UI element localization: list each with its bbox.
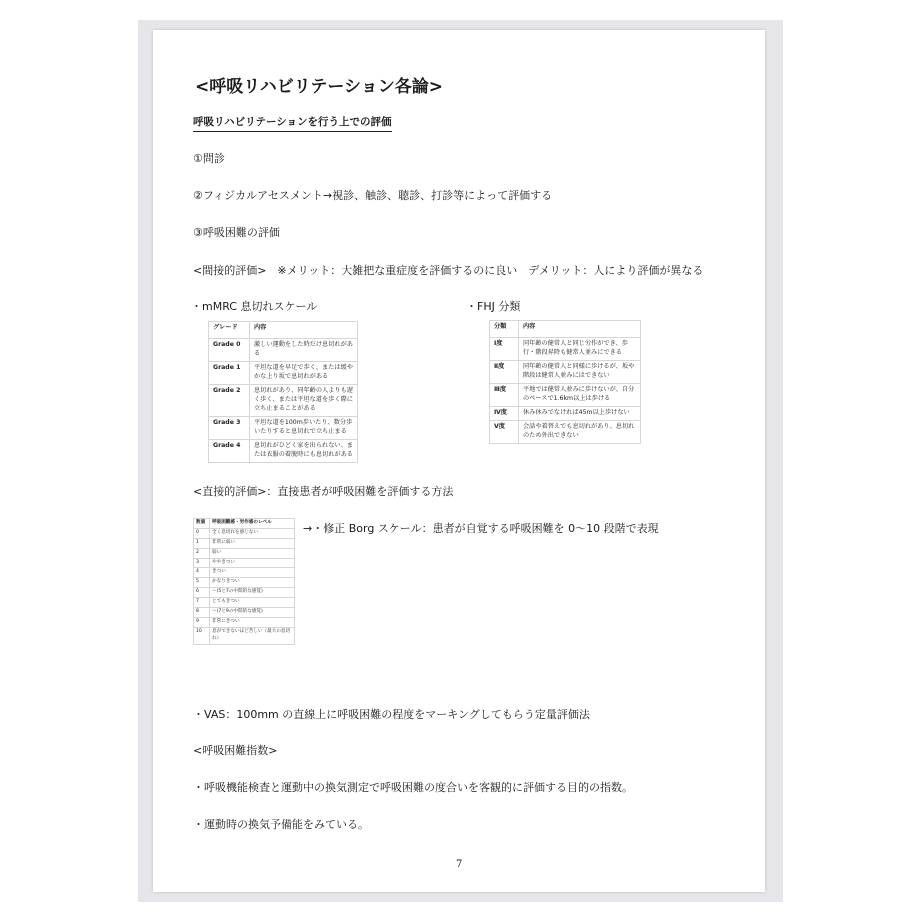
desc-cell: ややきつい <box>210 558 295 568</box>
grade-cell: Ⅴ度 <box>490 420 519 443</box>
desc-cell: 平坦な道を早足で歩く、または緩やかな上り坂で息切れがある <box>250 361 358 384</box>
desc-cell: 同年齢の健常人と同じ労作ができ、歩行・階段昇降も健常人並みにできる <box>519 338 641 361</box>
dyspnea-index-paragraph: ・呼吸機能検査と運動中の換気測定で呼吸困難の度合いを客観的に評価する目的の指数。 <box>193 781 633 794</box>
vas-description: ・VAS：100mm の直線上に呼吸困難の程度をマーキングしてもらう定量評価法 <box>193 708 590 721</box>
table-row <box>490 406 641 420</box>
desc-cell: 会話や着替えでも息切れがあり、息切れのため外出できない <box>519 420 641 443</box>
desc-cell: 平坦な道を100m歩いたり、数分歩いたりすると息切れで立ち止まる <box>250 416 358 439</box>
num-cell: 4 <box>194 568 210 578</box>
desc-cell: 非常に弱い <box>210 538 295 548</box>
table-row <box>194 578 295 588</box>
grade-cell: Grade 1 <box>209 361 250 384</box>
table-row <box>194 568 295 578</box>
section-heading: 呼吸リハビリテーションを行う上での評価 <box>193 114 392 132</box>
borg-scale-description: →・修正 Borg スケール：患者が自覚する呼吸困難を 0〜10 段階で表現 <box>303 522 659 535</box>
table-header: 数値 <box>194 519 210 529</box>
grade-cell: Grade 4 <box>209 439 250 462</box>
table-row <box>194 528 295 538</box>
table-row <box>194 598 295 608</box>
desc-cell: かなりきつい <box>210 578 295 588</box>
num-cell: 3 <box>194 558 210 568</box>
grade-cell: Grade 2 <box>209 384 250 416</box>
grade-cell: Grade 3 <box>209 416 250 439</box>
desc-cell: きつい <box>210 568 295 578</box>
num-cell: 0 <box>194 528 210 538</box>
direct-evaluation: <直接的評価>：直接患者が呼吸困難を評価する方法 <box>193 485 454 498</box>
num-cell: 8 <box>194 608 210 618</box>
borg-table <box>193 518 295 645</box>
desc-cell: 非常にきつい <box>210 617 295 627</box>
grade-cell: Grade 0 <box>209 339 250 362</box>
table-row <box>209 339 358 362</box>
table-header: グレード <box>209 322 250 339</box>
page-title: <呼吸リハビリテーション各論> <box>195 77 443 97</box>
desc-cell: 平地では健常人並みに歩けないが、自分のペースで1.6km以上は歩ける <box>519 383 641 406</box>
num-cell: 6 <box>194 588 210 598</box>
table-row <box>490 420 641 443</box>
grade-cell: Ⅰ度 <box>490 338 519 361</box>
desc-cell: 息ができないほど苦しい（最大の息切れ） <box>210 627 295 644</box>
table-row <box>490 360 641 383</box>
table-header-row <box>194 519 295 529</box>
table-row <box>194 617 295 627</box>
desc-cell: 弱い <box>210 548 295 558</box>
page-number: 7 <box>456 859 463 870</box>
table-header-row <box>209 322 358 339</box>
table-row <box>194 558 295 568</box>
table-header: 分類 <box>490 321 519 338</box>
fhj-table <box>489 320 641 444</box>
mmrc-label: ・mMRC 息切れスケール <box>191 300 318 313</box>
fhj-label: ・FHJ 分類 <box>466 300 521 313</box>
document-page <box>153 30 765 892</box>
num-cell: 9 <box>194 617 210 627</box>
table-row <box>194 627 295 644</box>
grade-cell: Ⅱ度 <box>490 360 519 383</box>
grade-cell: Ⅳ度 <box>490 406 519 420</box>
indirect-evaluation: <間接的評価> ※メリット：大雑把な重症度を評価するのに良い デメリット：人により評価が異なる <box>193 264 704 277</box>
table-header: 内容 <box>250 322 358 339</box>
desc-cell: 息切れがひどく家を出られない、または衣服の着脱時にも息切れがある <box>250 439 358 462</box>
desc-cell: 息切れがあり、同年齢の人よりも遅く歩く、または平坦な道を歩く際に立ち止まることがある <box>250 384 358 416</box>
mmrc-table <box>208 321 358 463</box>
table-header: 呼吸困難感・労作感のレベル <box>210 519 295 529</box>
table-row <box>194 608 295 618</box>
table-row <box>490 383 641 406</box>
table-row <box>490 338 641 361</box>
grade-cell: Ⅲ度 <box>490 383 519 406</box>
num-cell: 1 <box>194 538 210 548</box>
desc-cell: 全く息切れを感じない <box>210 528 295 538</box>
desc-cell: とてもきつい <box>210 598 295 608</box>
desc-cell: 同年齢の健常人と同様に歩けるが、坂や階段は健常人並みにはできない <box>519 360 641 383</box>
num-cell: 10 <box>194 627 210 644</box>
table-row <box>194 548 295 558</box>
table-row <box>194 538 295 548</box>
table-header: 内容 <box>519 321 641 338</box>
num-cell: 5 <box>194 578 210 588</box>
table-header-row <box>490 321 641 338</box>
table-row <box>209 384 358 416</box>
item-interview: ①問診 <box>193 152 225 165</box>
num-cell: 2 <box>194 548 210 558</box>
dyspnea-index-heading: <呼吸困難指数> <box>193 744 278 757</box>
desc-cell: 〜(7と9の中間的な感覚) <box>210 608 295 618</box>
table-row <box>209 361 358 384</box>
num-cell: 7 <box>194 598 210 608</box>
table-row <box>194 588 295 598</box>
item-physical-assessment: ②フィジカルアセスメント→視診、触診、聴診、打診等によって評価する <box>193 189 553 202</box>
table-row <box>209 416 358 439</box>
table-row <box>209 439 358 462</box>
item-dyspnea-evaluation: ③呼吸困難の評価 <box>193 226 280 239</box>
desc-cell: 〜(5と7の中間的な感覚) <box>210 588 295 598</box>
desc-cell: 激しい運動をした時だけ息切れがある <box>250 339 358 362</box>
ventilatory-reserve-paragraph: ・運動時の換気予備能をみている。 <box>193 818 369 831</box>
desc-cell: 休み休みでなければ45m以上歩けない <box>519 406 641 420</box>
